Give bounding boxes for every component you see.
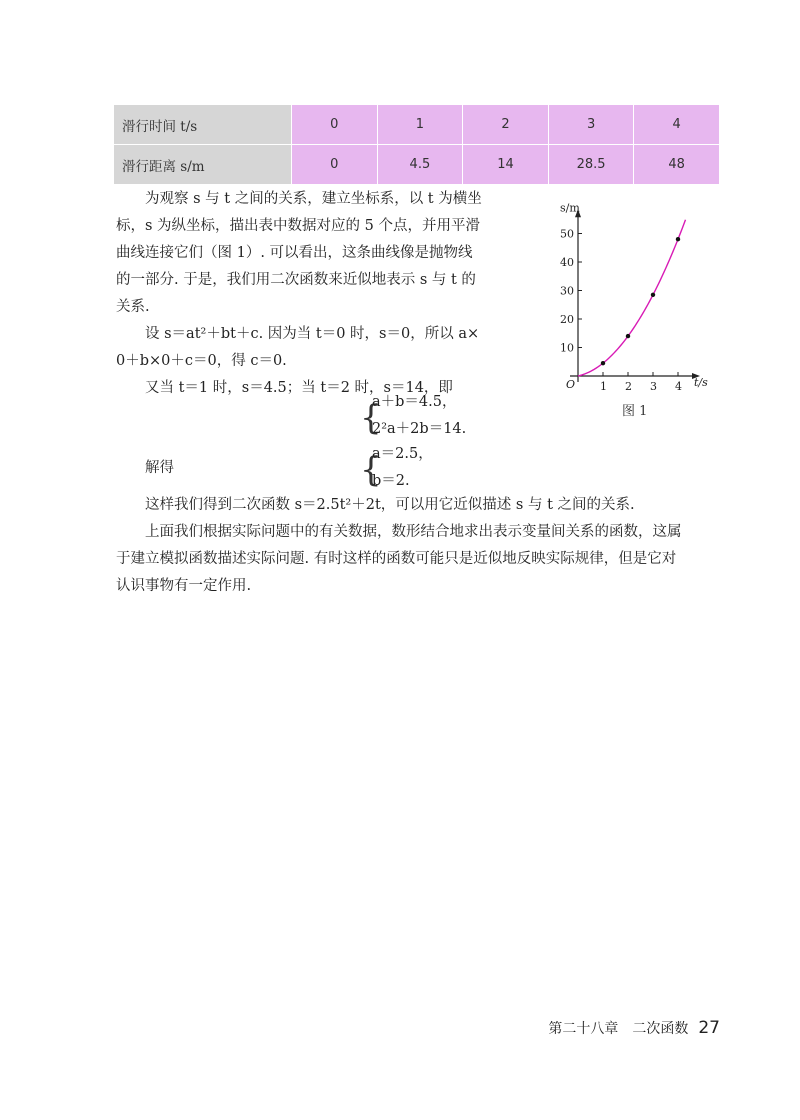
table-cell: 14: [463, 145, 549, 185]
table-cell: 2: [463, 105, 549, 145]
origin-label: O: [566, 378, 576, 391]
table-cell: 0: [292, 105, 378, 145]
y-tick-label: 20: [560, 313, 574, 326]
table-cell: 1: [377, 105, 463, 145]
solution-brace: {: [360, 450, 382, 490]
data-point: [676, 237, 680, 241]
x-axis-label: t/s: [694, 376, 708, 389]
paragraph-setup: 设 s＝at²＋bt＋c. 因为当 t＝0 时，s＝0，所以 a× 0＋b×0＋c＝0，得 c＝0.: [116, 326, 480, 369]
page-footer: [548, 1018, 720, 1038]
parabola-curve: [578, 220, 686, 376]
row-label-distance: 滑行距离 s/m: [114, 145, 292, 185]
paragraph-observe: 为观察 s 与 t 之间的关系，建立坐标系，以 t 为横坐 标，s 为纵坐标，描出表中数据对应的 5 个点，并用平滑 曲线连接它们（图 1）. 可以看出，这条曲线像是抛物线 的一部分. 于是，我们用二次函数来近似地表示 s 与 t 的 关系.: [116, 191, 482, 315]
table-cell: 4.5: [377, 145, 463, 185]
x-tick-label: 1: [600, 380, 607, 393]
x-tick-label: 4: [675, 380, 682, 393]
solve-label: 解得: [145, 460, 174, 476]
figure-graph: [548, 186, 718, 426]
table-row-distance: [114, 145, 720, 185]
x-tick-label: 3: [650, 380, 657, 393]
equation-line: 2²a＋2b＝14.: [372, 421, 467, 437]
data-point: [651, 293, 655, 297]
data-table: [113, 104, 720, 185]
page-number: 27: [698, 1018, 720, 1038]
solution-line: b＝2.: [372, 473, 410, 489]
table-cell: 4: [634, 105, 720, 145]
x-tick-label: 2: [625, 380, 632, 393]
chapter-title: 第二十八章 二次函数: [548, 1021, 689, 1037]
table-cell: 3: [548, 105, 634, 145]
system-brace: {: [360, 398, 382, 438]
figure-caption: 图 1: [622, 404, 648, 419]
table-cell: 0: [292, 145, 378, 185]
paragraph-conditions: 又当 t＝1 时，s＝4.5；当 t＝2 时，s＝14，即: [145, 380, 453, 396]
y-tick-label: 10: [560, 341, 574, 355]
table-row-time: [114, 105, 720, 145]
data-point: [601, 361, 605, 365]
paragraph-summary: 上面我们根据实际问题中的有关数据，数形结合地求出表示变量间关系的函数，这属 于建立模拟函数描述实际问题. 有时这样的函数可能只是近似地反映实际规律，但是它对 认识事物有一定作用.: [116, 524, 682, 594]
paragraph-result: 这样我们得到二次函数 s＝2.5t²＋2t，可以用它近似描述 s 与 t 之间的关系.: [145, 497, 635, 513]
table-cell: 48: [634, 145, 720, 185]
row-label-time: 滑行时间 t/s: [114, 105, 292, 145]
solution-line: a＝2.5，: [372, 446, 433, 462]
y-tick-label: 30: [560, 284, 574, 298]
y-tick-label: 40: [560, 256, 574, 269]
equation-line: a＋b＝4.5，: [372, 394, 457, 410]
y-tick-label: 50: [560, 227, 574, 241]
y-axis-label: s/m: [560, 201, 580, 215]
data-point: [626, 334, 630, 338]
table-cell: 28.5: [548, 145, 634, 185]
